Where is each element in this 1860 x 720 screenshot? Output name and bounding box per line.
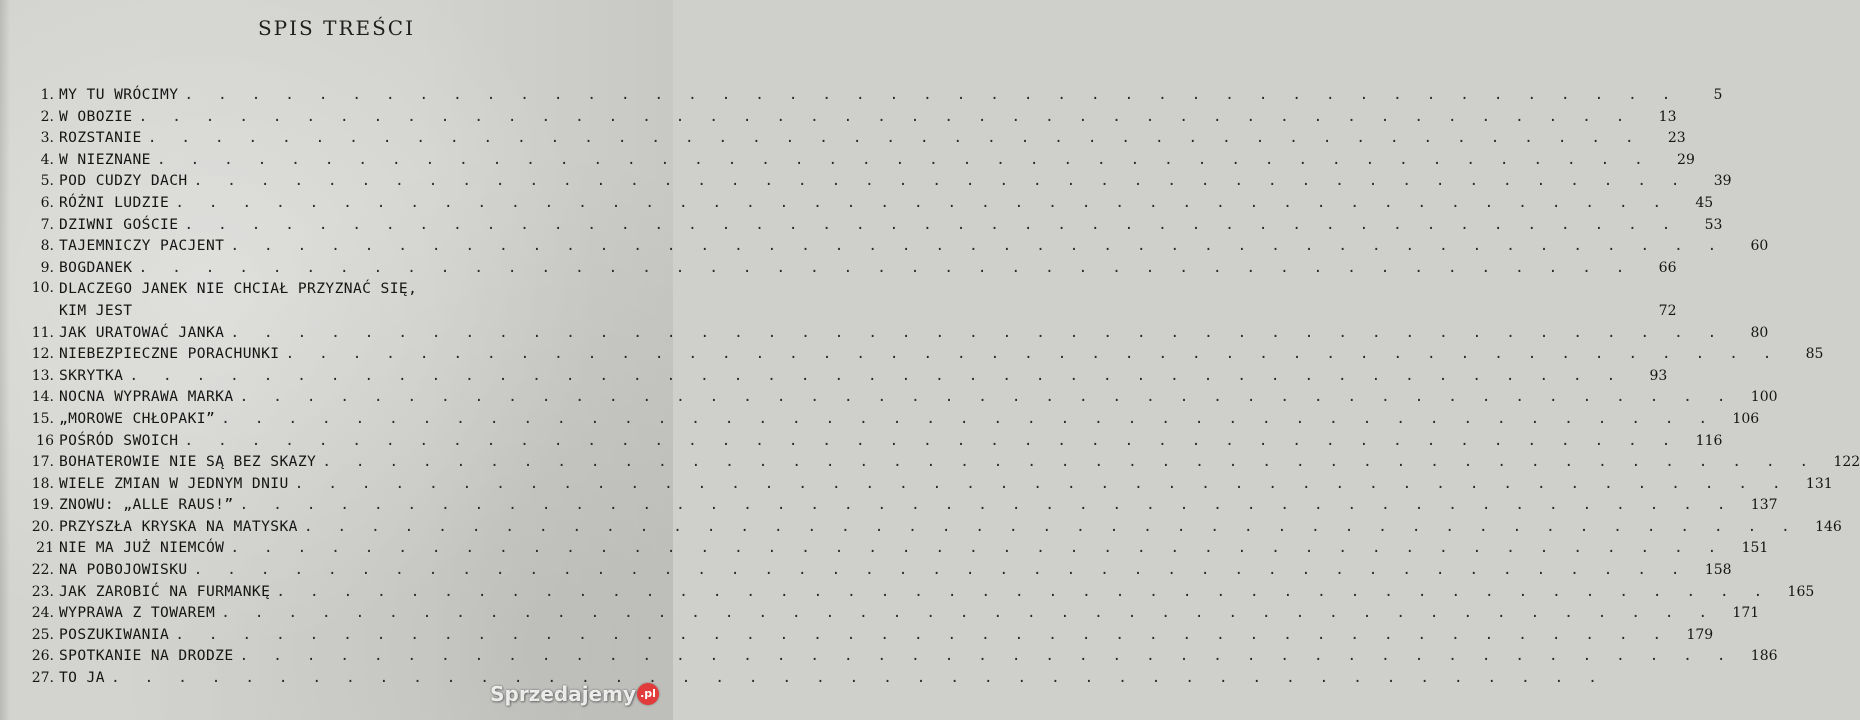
chapter-number: 27. [31, 670, 54, 687]
page-number: 45 [1695, 194, 1714, 211]
chapter-title: NOCNA WYPRAWA MARKA [59, 388, 234, 406]
chapter-number: 14. [31, 389, 54, 406]
chapter-title: BOHATEROWIE NIE SĄ BEZ SKAZY [59, 453, 317, 471]
page-number: 85 [1805, 346, 1824, 363]
toc-entry [14, 453, 1860, 475]
chapter-number: 11. [31, 324, 54, 341]
chapter-title: NIEBEZPIECZNE PORACHUNKI [59, 345, 280, 363]
toc-entry [14, 172, 1732, 194]
dot-leader [139, 259, 1633, 276]
toc-entry [14, 647, 1778, 669]
chapter-number: 5. [40, 173, 54, 190]
chapter-title: POSZUKIWANIA [59, 625, 170, 643]
chapter-number: 18. [31, 475, 54, 492]
toc-entry [14, 625, 1714, 648]
toc-entry [14, 409, 1760, 432]
dot-leader [285, 345, 1779, 362]
chapter-number: 7. [40, 216, 54, 233]
chapter-number: 1. [40, 87, 54, 103]
chapter-title: POŚRÓD SWOICH [59, 431, 179, 449]
toc-entry [14, 280, 1677, 323]
dot-leader [184, 216, 1678, 233]
dot-leader [240, 647, 1734, 664]
chapter-title: PRZYSZŁA KRYSKA NA MATYSKA [59, 517, 298, 535]
chapter-number: 20. [31, 518, 54, 535]
toc-entry [14, 582, 1815, 605]
chapter-title: TAJEMNICZY PACJENT [59, 237, 225, 255]
dot-leader [194, 172, 1688, 189]
toc-entry [14, 129, 1686, 151]
chapter-number: 12. [31, 346, 54, 363]
toc-entry [14, 561, 1732, 583]
chapter-title: NA POBOJOWISKU [59, 561, 188, 579]
page-number: 158 [1704, 562, 1732, 579]
page-number: 186 [1750, 648, 1778, 665]
dot-leader [148, 129, 1642, 146]
toc-entry [14, 237, 1769, 259]
chapter-title-line [59, 280, 1676, 302]
chapter-title: NIE MA JUŻ NIEMCÓW [59, 539, 225, 557]
toc-entry [14, 431, 1723, 454]
chapter-title: „MOROWE CHŁOPAKI” [59, 409, 216, 427]
chapter-number: 10. [31, 280, 54, 297]
dot-leader [276, 583, 1770, 600]
page-number: 80 [1750, 324, 1769, 341]
page-number: 5 [1713, 87, 1723, 103]
dot-leader [322, 453, 1816, 470]
chapter-title-continued: KIM JEST [59, 301, 133, 319]
toc-entry [14, 517, 1842, 540]
toc-entry [14, 539, 1769, 561]
chapter-number: 13. [31, 367, 54, 384]
chapter-title: W OBOZIE [59, 107, 133, 125]
dot-leader [230, 539, 1724, 556]
page-number: 179 [1686, 626, 1714, 643]
dot-leader [111, 669, 1605, 686]
page-title: SPIS TREŚCI [257, 16, 416, 40]
dot-leader [175, 626, 1669, 643]
chapter-title: JAK URATOWAĆ JANKA [59, 323, 225, 341]
chapter-title: ROZSTANIE [59, 129, 142, 147]
chapter-title: DZIWNI GOŚCIE [59, 215, 179, 233]
chapter-number: 19. [31, 497, 54, 514]
page-number: 23 [1667, 130, 1686, 147]
page-number: 29 [1677, 151, 1695, 168]
dot-leader [129, 367, 1623, 384]
page-number: 100 [1750, 389, 1778, 406]
chapter-number: 15. [31, 410, 54, 427]
page-number: 66 [1658, 259, 1677, 276]
chapter-title: BOGDANEK [59, 258, 133, 276]
toc-entry [14, 388, 1778, 410]
chapter-title: W NIEZNANE [59, 150, 151, 168]
dot-leader [230, 237, 1724, 254]
toc-entry [14, 150, 1695, 173]
dot-leader [221, 410, 1715, 427]
chapter-number: 3. [40, 130, 54, 147]
chapter-number: 8. [40, 238, 54, 255]
dot-leader [304, 518, 1798, 535]
chapter-title: TO JA [59, 669, 105, 687]
toc-entry [14, 215, 1723, 238]
page-number: 146 [1815, 518, 1842, 535]
chapter-number: 24. [31, 605, 54, 622]
dot-leader [184, 86, 1678, 103]
chapter-number: 21 [36, 540, 54, 557]
page-number: 171 [1732, 605, 1760, 622]
chapter-title-line [59, 302, 1676, 324]
page-number: 137 [1750, 497, 1778, 514]
page-number: 60 [1750, 238, 1769, 255]
chapter-title: WIELE ZMIAN W JEDNYM DNIU [59, 474, 289, 492]
page-number: 93 [1649, 367, 1668, 384]
page-number: 106 [1732, 410, 1760, 427]
toc-entry [14, 604, 1760, 626]
chapter-title: SPOTKANIE NA DRODZE [59, 647, 234, 665]
chapter-title: SKRYTKA [59, 366, 124, 384]
page-number: 39 [1713, 173, 1732, 190]
chapter-number: 25. [31, 626, 54, 643]
page-number: 122 [1833, 454, 1860, 471]
chapter-number: 22. [31, 562, 54, 579]
toc-entry [14, 366, 1668, 389]
dot-leader [230, 324, 1724, 341]
table-of-contents [14, 86, 1860, 691]
dot-leader [221, 604, 1715, 621]
chapter-title: POD CUDZY DACH [59, 172, 188, 190]
toc-entry [14, 107, 1677, 130]
toc-entry [14, 496, 1778, 518]
page-number: 165 [1787, 583, 1815, 600]
page-number: 53 [1704, 216, 1723, 233]
chapter-title: JAK ZAROBIĆ NA FURMANKĘ [59, 582, 271, 600]
page-number: 131 [1805, 475, 1833, 492]
chapter-number: 9. [40, 259, 54, 276]
chapter-number: 17. [31, 454, 54, 471]
toc-entry [14, 86, 1723, 108]
chapter-title: ZNOWU: „ALLE RAUS!” [59, 496, 234, 514]
chapter-number: 6. [40, 194, 54, 211]
sprzedajemy-watermark [490, 682, 659, 706]
dot-leader [157, 151, 1651, 168]
chapter-title: MY TU WRÓCIMY [59, 86, 179, 103]
dot-leader [139, 108, 1633, 125]
dot-leader [194, 561, 1688, 578]
chapter-number: 4. [40, 151, 54, 168]
chapter-title: DLACZEGO JANEK NIE CHCIAŁ PRZYZNAĆ SIĘ, [59, 280, 418, 298]
watermark-badge: .pl [637, 683, 659, 705]
toc-entry [14, 323, 1769, 346]
page-number: 151 [1741, 540, 1769, 557]
watermark-text: Sprzedajemy [490, 682, 636, 706]
toc-entry [14, 258, 1677, 281]
chapter-title-block [59, 280, 1676, 323]
dot-leader [240, 388, 1734, 405]
chapter-number: 16 [36, 432, 54, 449]
chapter-title: RÓŻNI LUDZIE [59, 193, 170, 211]
page-number: 116 [1695, 432, 1723, 449]
toc-entry [14, 345, 1824, 367]
chapter-number: 23. [31, 583, 54, 600]
dot-leader [295, 475, 1789, 492]
toc-entry [14, 474, 1833, 497]
dot-leader [184, 432, 1678, 449]
chapter-number: 2. [40, 108, 54, 125]
dot-leader [240, 496, 1734, 513]
page-number: 13 [1658, 108, 1677, 125]
page-number: 72 [1658, 302, 1677, 319]
dot-leader [175, 194, 1669, 211]
chapter-number: 26. [31, 648, 54, 665]
toc-entry [14, 193, 1714, 216]
chapter-title: WYPRAWA Z TOWAREM [59, 604, 216, 622]
